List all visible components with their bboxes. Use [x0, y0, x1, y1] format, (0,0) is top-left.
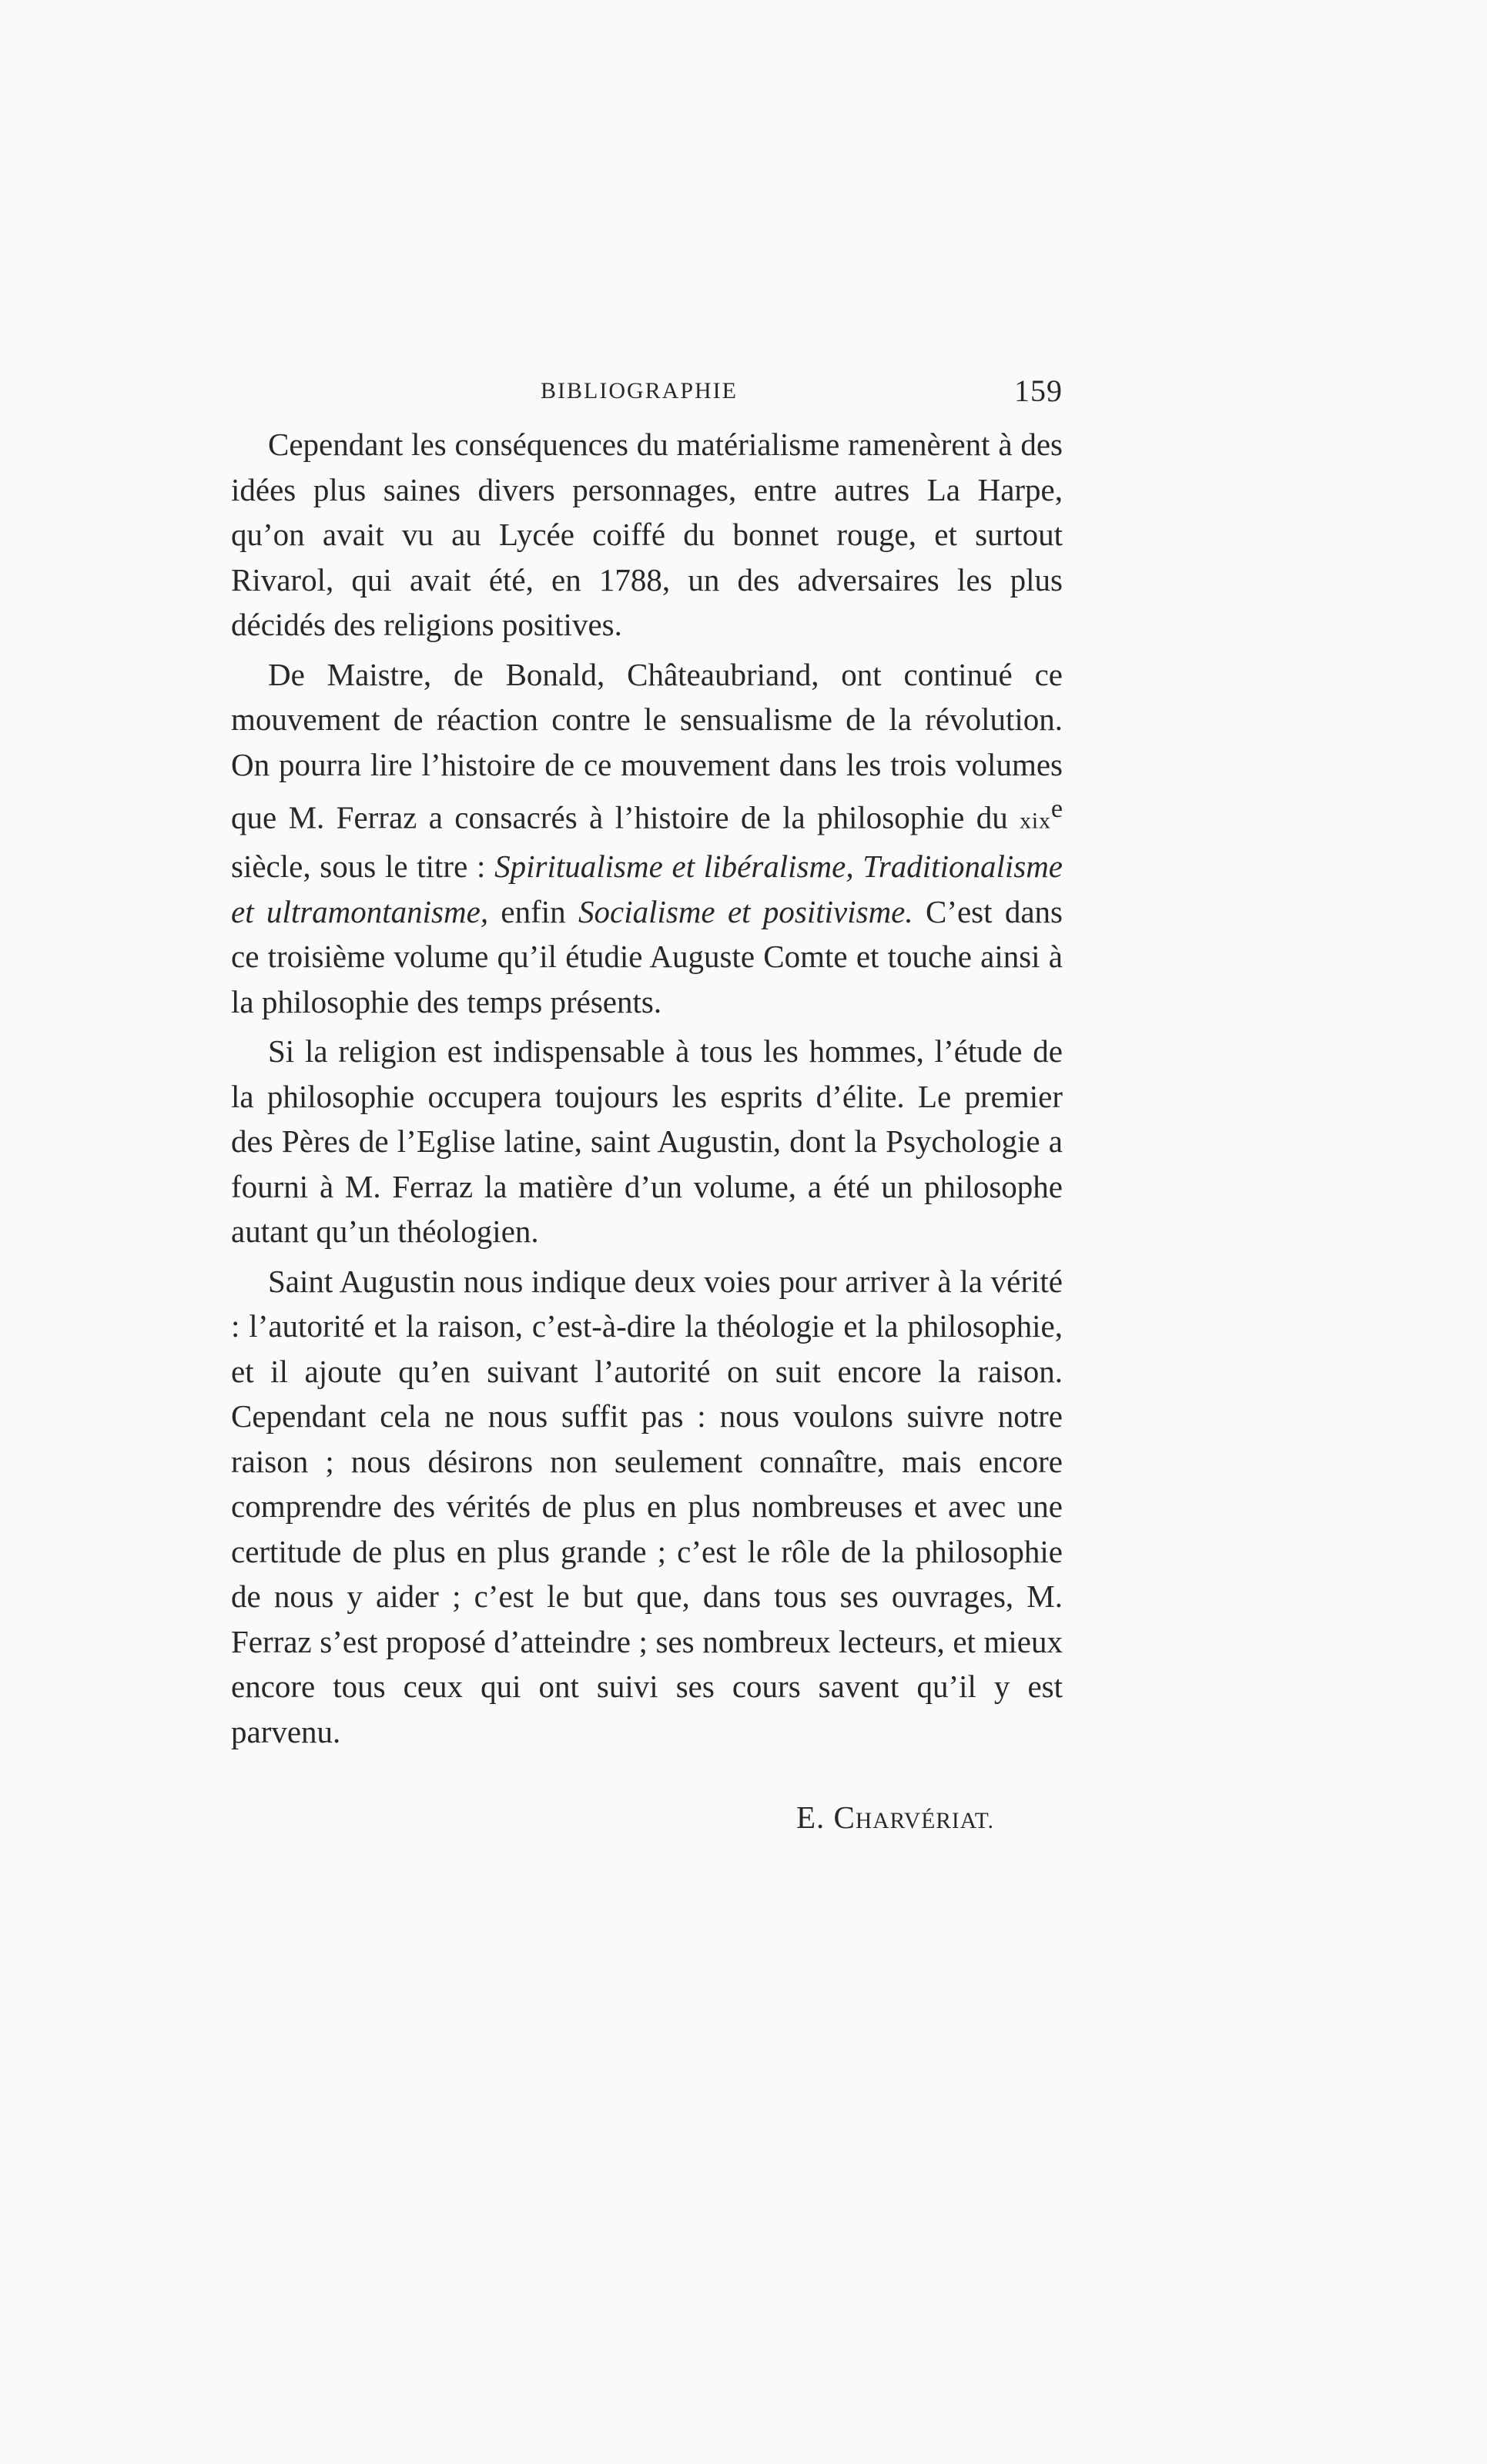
- book-title-2: Socialisme et positivisme.: [578, 893, 913, 929]
- running-head: [231, 368, 1063, 414]
- paragraph-2-text-d: C’est dans ce troisième volume qu’il étudie Auguste Comte et touche ainsi à la philosophie des temps présents.: [231, 893, 1063, 1019]
- paragraph-4: Saint Augustin nous indique deux voies pour arriver à la vérité : l’autorité et la raison, c’est-à-dire la théologie et la philosophie, et il ajoute qu’en suivant l’autorité on suit encore la raison. Cependant cela ne nous suffit pas : nous voulons suivre notre raison ; nous désirons non seulement connaître, mais encore comprendre des vérités de plus en plus nombreuses et avec une certitude de plus en plus grande ; c’est le rôle de la philosophie de nous y aider ; c’est le but que, dans tous ses ouvrages, M. Ferraz s’est proposé d’atteindre ; ses nombreux lecteurs, et mieux encore tous ceux qui ont suivi ses cours savent qu’il y est parvenu.: [231, 1263, 1063, 1749]
- paragraph-2-text-c: enfin: [488, 893, 578, 929]
- paragraph-3: Si la religion est indispensable à tous les hommes, l’étude de la philosophie occupera toujours les esprits d’élite. Le premier des Pères de l’Eglise latine, saint Augustin, dont la Psychologie a fourni à M. Ferraz la matière d’un volume, a été un philosophe autant qu’un théologien.: [231, 1033, 1063, 1250]
- author-signature: [796, 1794, 994, 1844]
- page-number: 159: [1014, 373, 1063, 408]
- running-title: BIBLIOGRAPHIE: [541, 378, 738, 403]
- paragraph-1: Cependant les conséquences du matérialisme ramenèrent à des idées plus saines divers personnages, entre autres La Harpe, qu’on avait vu au Lycée coiffé du bonnet rouge, et surtout Rivarol, qui avait été, en 1788, un des adversaires les plus décidés des religions positives.: [231, 427, 1063, 642]
- century-superscript: e: [1050, 795, 1063, 823]
- book-title-1: Spiritualisme et libéralisme, Traditionalisme et ultramontanisme,: [231, 849, 1063, 929]
- paragraph-2: [231, 652, 1063, 1025]
- paragraph-2-text-b: siècle, sous le titre :: [231, 849, 495, 885]
- century-numeral: xix: [1020, 808, 1051, 834]
- signature-initial: E. C: [796, 1799, 856, 1835]
- paragraph-2-text-a: De Maistre, de Bonald, Châteaubriand, ont continué ce mouvement de réaction contre le sensualisme de la révolution. On pourra lire l’histoire de ce mouvement dans les trois volumes que M. Ferraz a consacrés à l’histoire de la philosophie du: [231, 656, 1063, 835]
- body-text: [231, 422, 1063, 1759]
- signature-smallcaps: HARVÉRIAT.: [855, 1809, 994, 1833]
